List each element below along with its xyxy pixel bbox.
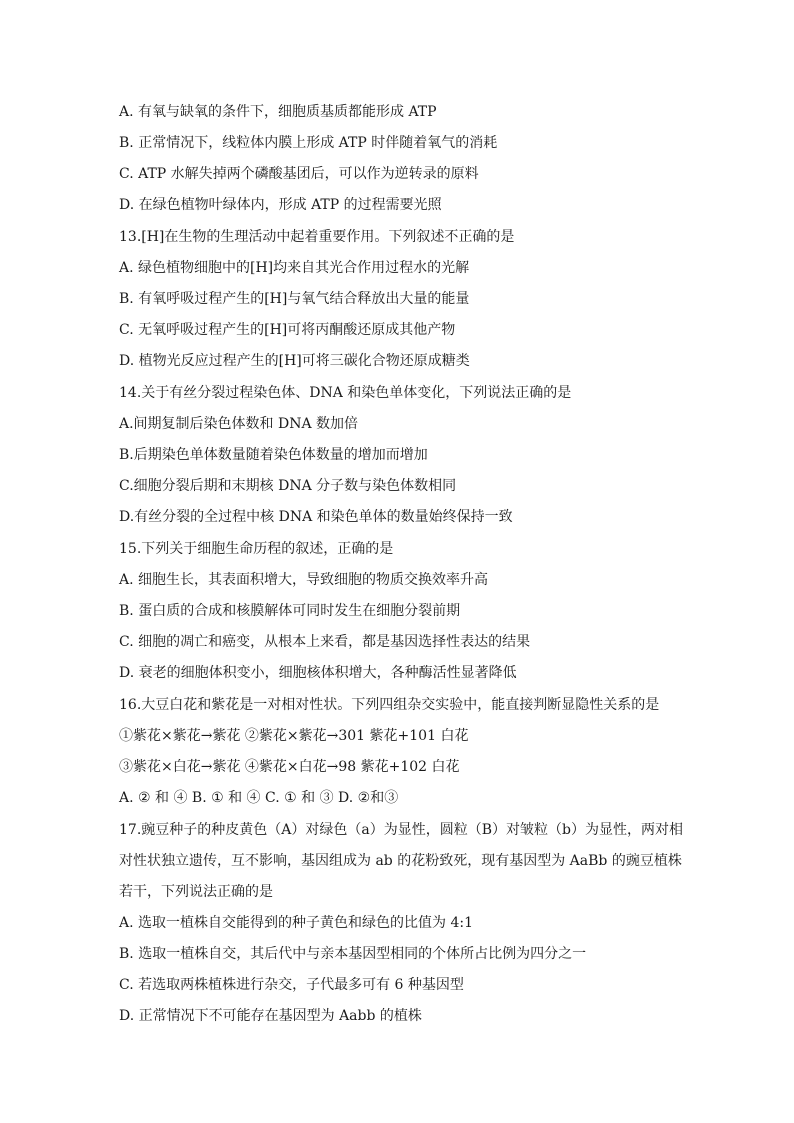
question-15: 15.下列关于细胞生命历程的叙述，正确的是 [119,541,394,557]
option-13c: C. 无氧呼吸过程产生的[H]可将丙酮酸还原成其他产物 [119,322,456,338]
option-13b: B. 有氧呼吸过程产生的[H]与氧气结合释放出大量的能量 [119,291,470,307]
option-14c: C.细胞分裂后期和末期核 DNA 分子数与染色体数相同 [119,478,457,494]
question-13: 13.[H]在生物的生理活动中起着重要作用。下列叙述不正确的是 [119,229,515,245]
question-17-line-1: 17.豌豆种子的种皮黄色（A）对绿色（a）为显性，圆粒（B）对皱粒（b）为显性，两对相 [119,822,683,838]
cross-row-1: ①紫花×紫花→紫花 ②紫花×紫花→301 紫花+101 白花 [119,728,469,744]
cross-row-2: ③紫花×白花→紫花 ④紫花×白花→98 紫花+102 白花 [119,759,460,775]
option-15c: C. 细胞的凋亡和癌变，从根本上来看，都是基因选择性表达的结果 [119,634,531,650]
option-14b: B.后期染色单体数量随着染色体数量的增加而增加 [119,447,428,463]
option-13a: A. 绿色植物细胞中的[H]均来自其光合作用过程水的光解 [119,260,470,276]
option-15b: B. 蛋白质的合成和核膜解体可同时发生在细胞分裂前期 [119,603,461,619]
option-17b: B. 选取一植株自交，其后代中与亲本基因型相同的个体所占比例为四分之一 [119,946,587,962]
option-12d: D. 在绿色植物叶绿体内，形成 ATP 的过程需要光照 [119,197,442,213]
question-14: 14.关于有丝分裂过程染色体、DNA 和染色单体变化，下列说法正确的是 [119,385,572,401]
option-17c: C. 若选取两株植株进行杂交，子代最多可有 6 种基因型 [119,977,464,993]
options-16: A. ② 和 ④ B. ① 和 ④ C. ① 和 ③ D. ②和③ [119,790,399,806]
option-14d: D.有丝分裂的全过程中核 DNA 和染色单体的数量始终保持一致 [119,509,513,525]
option-13d: D. 植物光反应过程产生的[H]可将三碳化合物还原成糖类 [119,353,470,369]
option-15a: A. 细胞生长，其表面积增大，导致细胞的物质交换效率升高 [119,572,489,588]
option-12c: C. ATP 水解失掉两个磷酸基团后，可以作为逆转录的原料 [119,166,479,182]
option-17a: A. 选取一植株自交能得到的种子黄色和绿色的比值为 4:1 [119,915,473,931]
option-17d: D. 正常情况下不可能存在基因型为 Aabb 的植株 [119,1008,422,1024]
question-17-line-3: 若干，下列说法正确的是 [119,884,273,900]
question-16: 16.大豆白花和紫花是一对相对性状。下列四组杂交实验中，能直接判断显隐性关系的是 [119,697,660,713]
option-12b: B. 正常情况下，线粒体内膜上形成 ATP 时伴随着氧气的消耗 [119,135,498,151]
option-14a: A.间期复制后染色体数和 DNA 数加倍 [119,416,359,432]
option-15d: D. 衰老的细胞体积变小，细胞核体积增大，各种酶活性显著降低 [119,665,517,681]
question-17-line-2: 对性状独立遗传，互不影响，基因组成为 ab 的花粉致死，现有基因型为 AaBb 的豌豆植株 [119,853,682,869]
option-12a: A. 有氧与缺氧的条件下，细胞质基质都能形成 ATP [119,104,437,120]
